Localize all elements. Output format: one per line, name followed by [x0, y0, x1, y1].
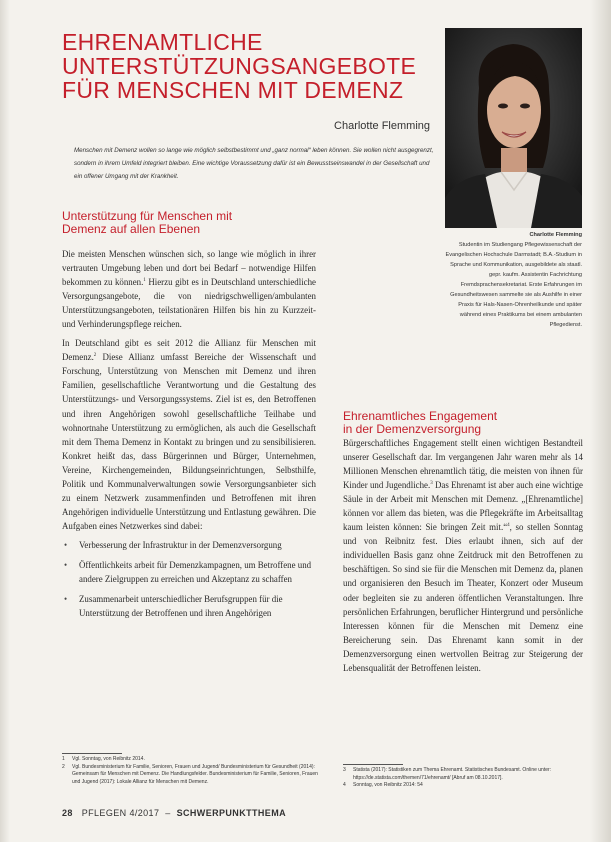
magazine-name: PFLEGEN: [81, 808, 127, 818]
footnote-number: 2: [62, 763, 65, 770]
footnote-ref[interactable]: 2: [93, 353, 97, 359]
footnotes-left: [62, 753, 320, 786]
list-item: • Öffentlichkeits arbeit für Demenzkampagnen, um Betroffene und andere Zielgruppen zu erreichen und Akzeptanz zu schaffen: [62, 558, 316, 586]
footnote-ref[interactable]: 1: [143, 278, 146, 284]
footnotes-right: [343, 764, 583, 790]
photo-caption: [445, 230, 582, 330]
heading-line: Unterstützung für Menschen mit: [62, 209, 233, 223]
footnote: [343, 782, 583, 790]
footnote-text: Statista (2017): Statistiken zum Thema Ehrenamt. Statistisches Bundesamt. Online unter: https://de.statista.com/themen/71/ehrenamt/ [Abruf am 08.10.2017].: [353, 767, 552, 781]
right-column: [343, 436, 583, 680]
issue-number: 4/2017: [129, 808, 160, 818]
heading-line: Ehrenamtliches Engagement: [343, 409, 498, 423]
title-line: EHRENAMTLICHE: [62, 29, 263, 55]
section-heading-unterstuetzung: [62, 210, 292, 236]
footnote-number: 4: [343, 782, 346, 789]
section-heading-ehrenamt: [343, 410, 583, 436]
footnote-text: Vgl. Sonntag, von Reibnitz 2014.: [72, 756, 145, 762]
paragraph-text: , so stellen Sonntag und von Reibnitz fest. Dies erlaubt ihnen, sich auf der individuellen Basis ganz ohne Zeitdruck mit den Betroffenen zu beschäftigen. So sind sie für die Menschen mit Demenz da, planen und organisieren den Besuch im Theater, Konzert oder Museum oder begleiten sie zu anderen öffentlichen Veranstaltungen. Ihre persönlichen Erfahrungen, beruflicher Hintergrund und persönliche Interessen können für die Menschen mit Demenz eine Bereicherung sein. Das Ehrenamt kann somit in der Demenzversorgung einen wertvollen Beitrag zur Steigerung der Lebensqualität der Betroffenen leisten.: [343, 522, 583, 673]
intro-lead: Menschen mit Demenz wollen so lange wie möglich selbstbestimmt und „ganz normal“ leben können. Sie wollen nicht ausgegrenzt, sondern in ihrem Umfeld integriert bleiben. Eine wichtige Voraussetzung dafür ist ein Bewusstseinswandel in der Gesellschaft und ein offener Umgang mit der Krankheit.: [74, 147, 434, 180]
heading-line: Demenz auf allen Ebenen: [62, 222, 201, 236]
footnote-number: 1: [62, 756, 65, 762]
task-list: [62, 538, 316, 620]
caption-name: Charlotte Flemming: [529, 232, 582, 238]
paragraph: [343, 436, 583, 675]
title-line: FÜR MENSCHEN MIT DEMENZ: [62, 77, 404, 103]
heading-line: in der Demenzversorgung: [343, 422, 482, 436]
title-line: UNTERSTÜTZUNGSANGEBOTE: [62, 53, 417, 79]
list-item: • Verbesserung der Infrastruktur in der Demenzversorgung: [62, 538, 316, 552]
list-item: • Zusammenarbeit unterschiedlicher Berufsgruppen für die Unterstützung der Betroffenen und ihren Angehörigen: [62, 592, 316, 620]
paragraph: [62, 247, 316, 331]
footnote-text: Vgl. Bundesministerium für Familie, Senioren, Frauen und Jugend/ Bundesministerium für Gesundheit (2014): Gemeinsam für Menschen mit Demenz. Die Handlungsfelder. Bundesministerium für Familie, Senioren, Frauen und Jugend (2017): Lokale Allianz für Menschen mit Demenz.: [72, 763, 318, 785]
paragraph-text: Diese Allianz umfasst Bereiche der Wissenschaft und Forschung, Unterstützung von Menschen mit Demenz und ihren Familien, gesellschaftliche Verantwortung und die Gestaltung des Unterstützungs- und Versorgungssystems. Ziel ist es, den Betroffenen und ihren Angehörigen sowohl gesellschaftliche Teilhabe und wohnortnahe Unterstützung zu ermöglichen, als auch die Gesellschaft mit dem Thema Demenz in Kontakt zu bringen und zu sensibilisieren. Konkret heißt das, dass Bürgerinnen und Bürger, Unternehmen, Vereine, Kirchengemeinden, Bildungseinrichtungen, Selbsthilfe, Politik und Kommunalverwaltungen sowie Versorgungsanbieter sich zu einem Netzwerk zusammenfinden und Betroffenen mit ihren Angehörigen individuelle Unterstützung und Entlastung gewähren. Die Aufgaben eines Netzwerkes sind dabei:: [62, 352, 316, 531]
section-topic: SCHWERPUNKTTHEMA: [176, 808, 286, 818]
footnote: [62, 756, 320, 764]
footnote-divider: [62, 753, 122, 754]
paragraph-text: Das Ehrenamt ist aber auch eine wichtige Säule in der Arbeit mit Menschen mit Demenz. „[Ehrenamtliche] können vor allem das bieten, was die Pflegekräfte im Arbeitsalltag kaum leisten können: Sie bringen Zeit mit.“: [343, 480, 583, 533]
footnote-ref[interactable]: 4: [507, 523, 510, 529]
portrait-image: [445, 28, 582, 228]
footnote-divider: [343, 764, 403, 765]
paragraph: [62, 336, 316, 533]
paragraph-text: Hierzu gibt es in Deutschland unterschiedliche Versorgungsangebote, die von niedrigschwelligen/ambulanten Unterstützungsangeboten, teilstationären Hilfen bis hin zu Kurzzeit- und Verhinderungspflege reichen.: [62, 277, 316, 330]
footnote-ref[interactable]: 3: [430, 481, 433, 487]
left-column: [62, 247, 316, 626]
footnote: [343, 767, 583, 782]
paragraph-text: Bürgerschaftliches Engagement stellt einen wichtigen Bestandteil unserer Gesellschaft dar. Im vergangenen Jahr waren mehr als 14 Millionen Menschen ehrenamtlich tätig, die meisten von ihnen für Kinder und Jugendliche.: [343, 438, 583, 491]
page-footer: [62, 808, 286, 818]
footnote: [62, 764, 320, 787]
paragraph-text: Die meisten Menschen wünschen sich, so lange wie möglich in ihrer vertrauten Umgebung leben und dort bei Bedarf – notwendige Hilfen bekommen zu können.: [62, 249, 316, 288]
author-photo: [445, 28, 582, 228]
footer-separator: –: [165, 808, 171, 818]
page-number: 28: [62, 808, 73, 818]
article-title: [62, 30, 442, 102]
footnote-text: Sonntag, von Reibnitz 2014: 54: [353, 782, 423, 789]
paragraph-text: In Deutschland gibt es seit 2012 die Allianz für Menschen mit Demenz.: [62, 338, 316, 363]
author-byline: Charlotte Flemming: [334, 120, 430, 132]
footnote-number: 3: [343, 767, 346, 773]
caption-bio: Studentin im Studiengang Pflegewissenschaft der Evangelischen Hochschule Darmstadt; B.A.-Studium in Sprache und Kommunikation, ausgebildete als staatl. gepr. kaufm. Assistentin Fachrichtung Fremdsprachensekretariat. Erste Erfahrungen im Gesundheitswesen sammelte sie als Aushilfe in einer Praxis für Hals-Nasen-Ohrenheilkunde und später während eines Praktikums bei einem ambulanten Pflegedienst.: [445, 242, 582, 328]
